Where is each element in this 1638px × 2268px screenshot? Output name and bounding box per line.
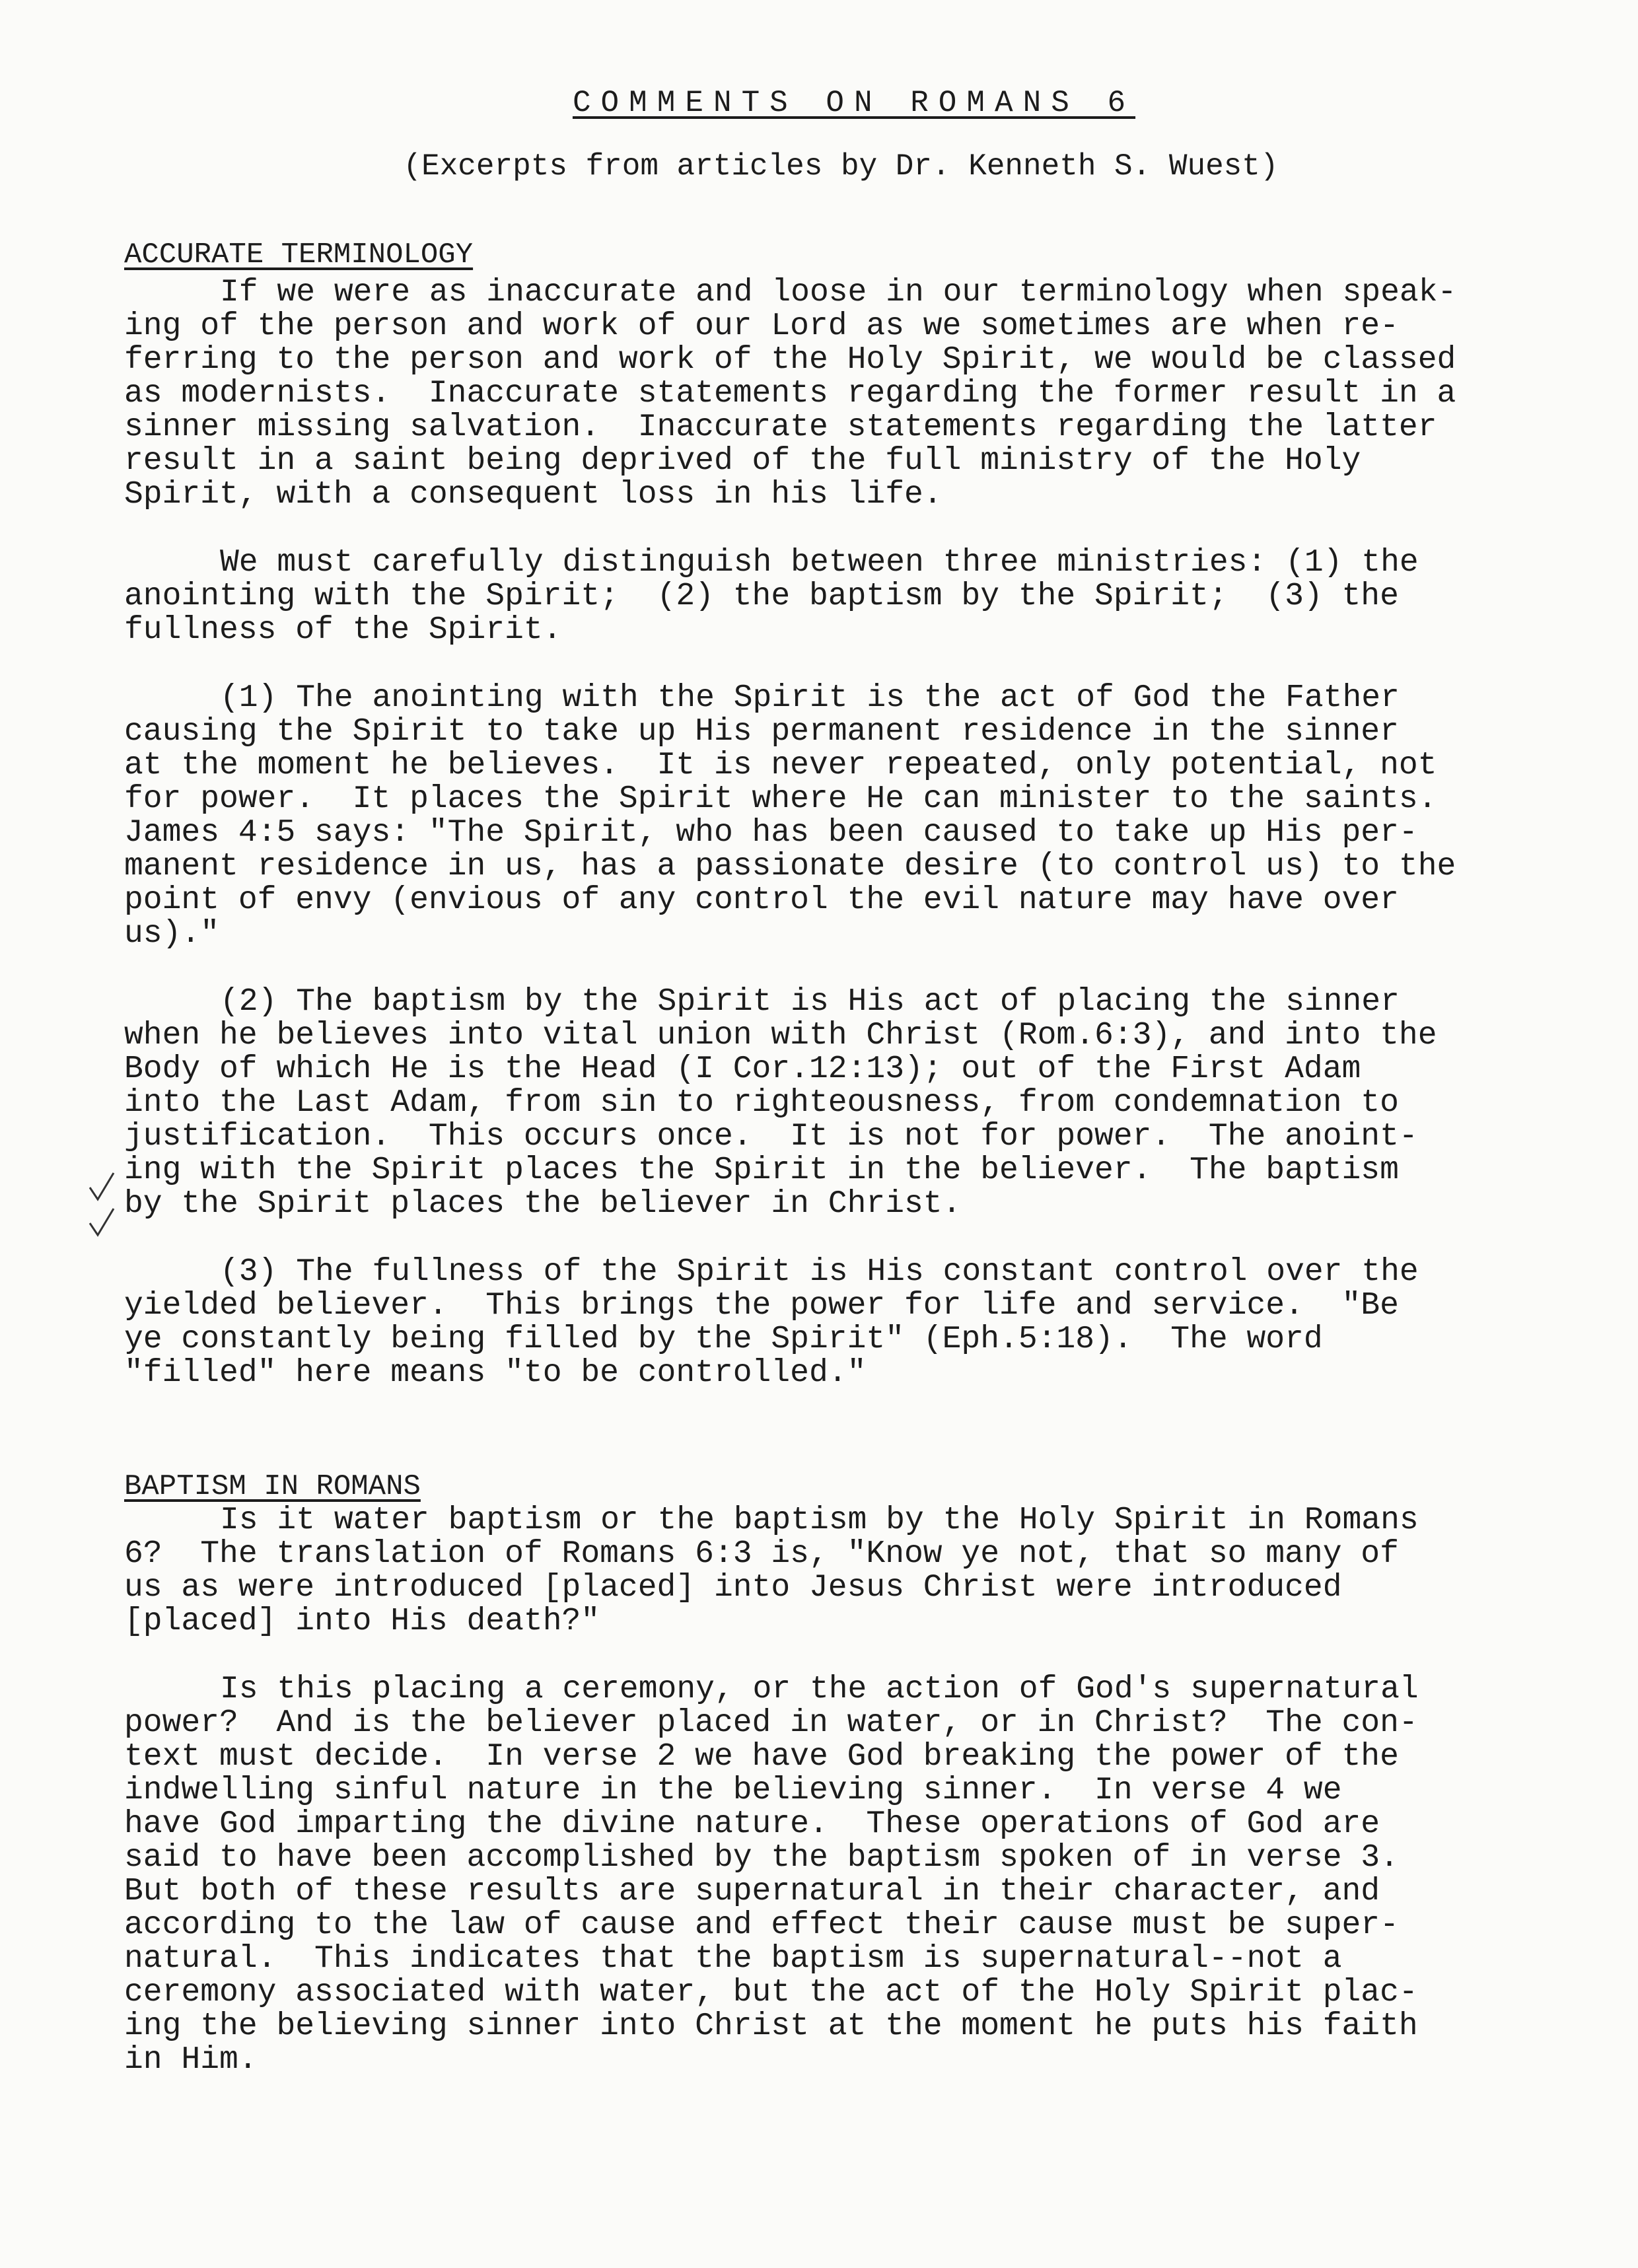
text-line: Body of which He is the Head (I Cor.12:13); out of the First Adam — [124, 1051, 1361, 1087]
paragraph — [124, 1673, 1531, 2077]
text-line: power? And is the believer placed in water, or in Christ? The con- — [124, 1705, 1418, 1741]
text-line: ing the believing sinner into Christ at the moment he puts his faith — [124, 2008, 1418, 2044]
text-line: ing of the person and work of our Lord as we sometimes are when re- — [124, 308, 1399, 344]
text-line: said to have been accomplished by the baptism spoken of in verse 3. — [124, 1840, 1399, 1876]
text-line: ye constantly being filled by the Spirit" (Eph.5:18). The word — [124, 1322, 1323, 1357]
handwritten-checkmark-icon — [85, 1169, 124, 1242]
text-line: by the Spirit places the believer in Christ. — [124, 1186, 962, 1222]
text-line: Spirit, with a consequent loss in his life. — [124, 477, 943, 513]
paragraph — [124, 985, 1531, 1221]
text-line: as modernists. Inaccurate statements regarding the former result in a — [124, 376, 1456, 411]
text-line: If we were as inaccurate and loose in our terminology when speak- — [220, 275, 1457, 310]
text-line: "filled" here means "to be controlled." — [124, 1355, 867, 1391]
text-line: 6? The translation of Romans 6:3 is, "Know ye not, that so many of — [124, 1536, 1399, 1572]
text-line: for power. It places the Spirit where He can minister to the saints. — [124, 781, 1437, 817]
section-heading-baptism-in-romans: BAPTISM IN ROMANS — [124, 1470, 421, 1503]
document-page — [124, 79, 1531, 2077]
text-line: point of envy (envious of any control the evil nature may have over — [124, 882, 1399, 918]
text-line: (1) The anointing with the Spirit is the act of God the Father — [220, 680, 1400, 716]
text-line: But both of these results are supernatural in their character, and — [124, 1874, 1380, 1909]
text-line: justification. This occurs once. It is not for power. The anoint- — [124, 1119, 1418, 1154]
text-line: at the moment he believes. It is never repeated, only potential, not — [124, 748, 1437, 783]
text-line: (2) The baptism by the Spirit is His act of placing the sinner — [220, 984, 1400, 1020]
paragraph — [124, 1504, 1531, 1639]
text-line: James 4:5 says: "The Spirit, who has been caused to take up His per- — [124, 815, 1418, 851]
text-line: when he believes into vital union with Christ (Rom.6:3), and into the — [124, 1018, 1437, 1053]
text-line: ing with the Spirit places the Spirit in the believer. The baptism — [124, 1152, 1399, 1188]
page-subtitle: (Excerpts from articles by Dr. Kenneth S. Wuest) — [403, 149, 1279, 184]
section-heading-accurate-terminology: ACCURATE TERMINOLOGY — [124, 238, 474, 271]
text-line: us as were introduced [placed] into Jesus Christ were introduced — [124, 1570, 1342, 1606]
text-line: sinner missing salvation. Inaccurate statements regarding the latter — [124, 409, 1437, 445]
text-line: natural. This indicates that the baptism is supernatural--not a — [124, 1941, 1342, 1977]
text-line: us)." — [124, 916, 220, 952]
text-line: according to the law of cause and effect their cause must be super- — [124, 1907, 1399, 1943]
paragraph — [124, 1256, 1531, 1390]
text-line: Is it water baptism or the baptism by the Holy Spirit in Romans — [220, 1503, 1419, 1538]
text-line: ferring to the person and work of the Holy Spirit, we would be classed — [124, 342, 1456, 378]
text-line: text must decide. In verse 2 we have God breaking the power of the — [124, 1739, 1399, 1775]
text-line: anointing with the Spirit; (2) the baptism by the Spirit; (3) the — [124, 579, 1399, 614]
text-line: yielded believer. This brings the power for life and service. "Be — [124, 1288, 1399, 1324]
text-line: indwelling sinful nature in the believing sinner. In verse 4 we — [124, 1773, 1342, 1808]
text-line: Is this placing a ceremony, or the action of God's supernatural — [220, 1672, 1419, 1707]
text-line: [placed] into His death?" — [124, 1604, 600, 1639]
text-line: fullness of the Spirit. — [124, 612, 562, 648]
text-line: ceremony associated with water, but the act of the Holy Spirit plac- — [124, 1975, 1418, 2010]
text-line: into the Last Adam, from sin to righteousness, from condemnation to — [124, 1085, 1399, 1121]
page-title: COMMENTS ON ROMANS 6 — [572, 86, 1136, 120]
text-line: causing the Spirit to take up His permanent residence in the sinner — [124, 714, 1399, 750]
paragraph — [124, 276, 1531, 512]
text-line: manent residence in us, has a passionate desire (to control us) to the — [124, 849, 1456, 884]
text-line: have God imparting the divine nature. These operations of God are — [124, 1806, 1380, 1842]
text-line: We must carefully distinguish between three ministries: (1) the — [220, 545, 1419, 581]
text-line: result in a saint being deprived of the full ministry of the Holy — [124, 443, 1361, 479]
text-line: in Him. — [124, 2042, 258, 2078]
paragraph — [124, 682, 1531, 951]
paragraph — [124, 546, 1531, 647]
text-line: (3) The fullness of the Spirit is His constant control over the — [220, 1254, 1419, 1290]
